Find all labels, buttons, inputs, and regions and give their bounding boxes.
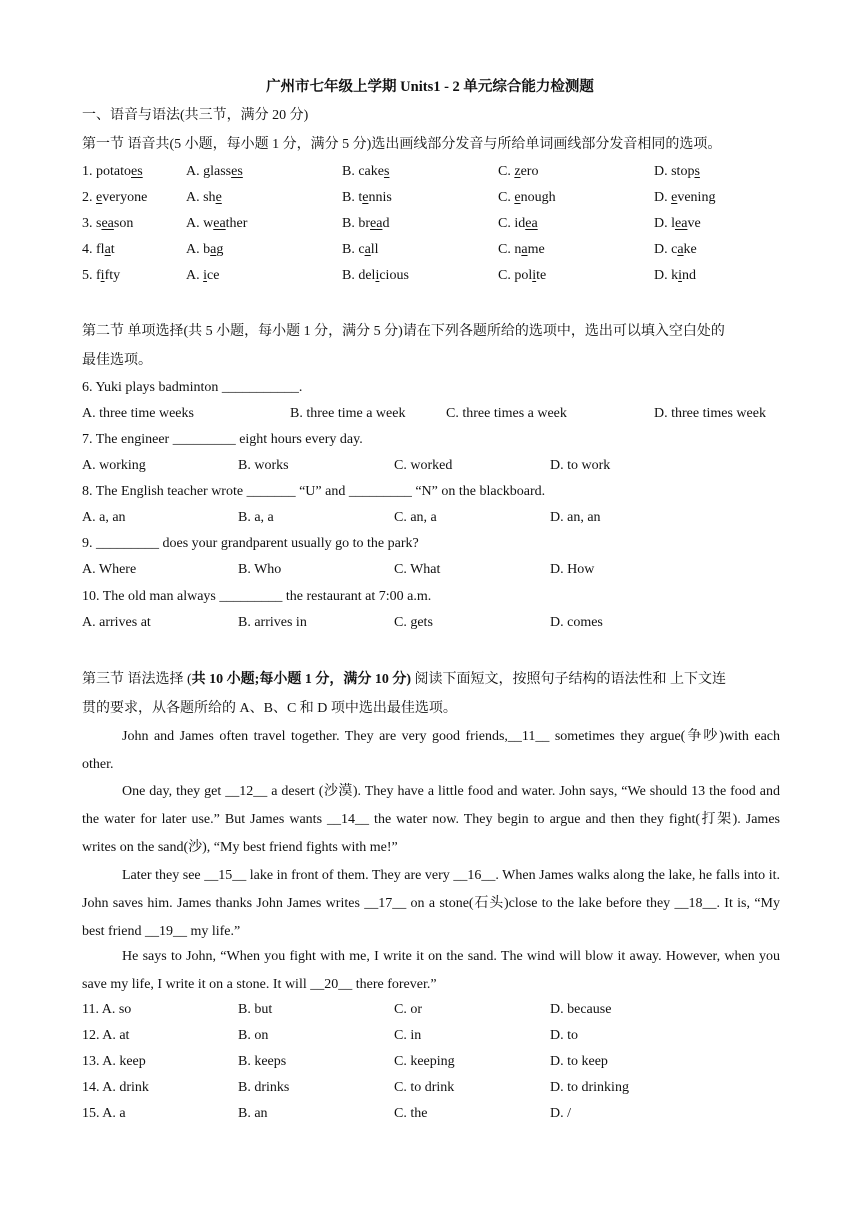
phonetics-row	[0, 190, 720, 210]
grammar-option-c: C. keeping	[394, 1054, 455, 1069]
grammar-option-b: B. keeps	[238, 1054, 287, 1069]
underlined-letters: es	[231, 164, 243, 179]
mc-option-d: D. to work	[550, 458, 611, 473]
underlined-letters: a	[364, 242, 371, 257]
phonetics-option-c	[498, 216, 538, 232]
grammar-question-option-a: 13. A. keep	[82, 1054, 146, 1069]
word-part: ero	[520, 164, 539, 179]
mc-option-c: C. worked	[394, 458, 453, 473]
word-part: 5. f	[82, 268, 101, 283]
phonetics-option-b	[342, 216, 389, 232]
underlined-letters: i	[532, 268, 537, 283]
word-part: C. n	[498, 242, 522, 257]
word-part: A.	[186, 268, 204, 283]
mc-option-b: B. a, a	[238, 510, 274, 525]
phonetics-option-c	[498, 164, 538, 180]
word-part: cious	[379, 268, 409, 283]
grammar-options-row	[0, 1028, 720, 1048]
mc-option-a: A. Where	[82, 562, 137, 577]
mc-options-row	[0, 562, 720, 582]
word-part: D. stop	[654, 164, 695, 179]
phonetics-option-b	[342, 164, 389, 180]
phonetics-option-a	[186, 190, 222, 206]
phonetics-question	[82, 268, 120, 284]
mc-option-c: C. gets	[394, 615, 433, 630]
phonetics-row	[0, 164, 720, 184]
grammar-option-c: C. to drink	[394, 1080, 455, 1095]
word-part: ke	[683, 242, 697, 257]
phonetics-row	[0, 242, 720, 262]
underlined-letters: a	[104, 242, 111, 257]
mc-option-a: A. arrives at	[82, 615, 151, 630]
grammar-option-b: B. on	[238, 1028, 269, 1043]
word-part: C. id	[498, 216, 526, 231]
phonetics-option-b	[342, 268, 409, 284]
word-part: B. t	[342, 190, 363, 205]
grammar-option-c: C. or	[394, 1002, 422, 1017]
word-part: 2.	[82, 190, 96, 205]
mc-option-d: D. an, an	[550, 510, 601, 525]
phonetics-option-d	[654, 268, 696, 284]
grammar-option-d: D. to	[550, 1028, 578, 1043]
underlined-letters: e	[514, 190, 521, 205]
word-part: ce	[207, 268, 220, 283]
underlined-letters: e	[671, 190, 678, 205]
grammar-option-b: B. an	[238, 1106, 268, 1121]
underlined-letters: a	[210, 242, 217, 257]
underlined-letters: s	[694, 164, 700, 179]
mc-option-b: B. three time a week	[290, 406, 406, 421]
mc-option-a: A. a, an	[82, 510, 126, 525]
grammar-question-option-a: 11. A. so	[82, 1002, 132, 1017]
word-part: d	[382, 216, 390, 231]
mc-options-row	[0, 615, 720, 635]
grammar-question-option-a: 12. A. at	[82, 1028, 130, 1043]
grammar-options-row	[0, 1106, 720, 1126]
phonetics-option-c	[498, 242, 545, 258]
underlined-letters: es	[131, 164, 143, 179]
underlined-letters: s	[383, 164, 390, 179]
word-part: D.	[654, 190, 672, 205]
mc-option-c: C. What	[394, 562, 441, 577]
grammar-option-c: C. in	[394, 1028, 422, 1043]
passage-paragraph-2: One day, they get __12__ a desert (沙漠). They have a little food and water. John says, “We should 13 the food and the water for later use.” But James wants __14__ the water now. They begin to argue and then they fight(打架). James writes on the sand(沙), “My best friend fights with me!”	[82, 784, 780, 855]
word-part: B. br	[342, 216, 370, 231]
grammar-question-option-a: 14. A. drink	[82, 1080, 149, 1095]
word-part: nd	[682, 268, 697, 283]
mc-question: 8. The English teacher wrote _______ “U” and _________ “N” on the blackboard.	[82, 484, 546, 499]
underlined-letters: e	[362, 190, 369, 205]
phonetics-row	[0, 216, 720, 236]
mc-option-d: D. How	[550, 562, 595, 577]
mc-option-c: C. three times a week	[446, 406, 567, 421]
grammar-option-d: D. to drinking	[550, 1080, 629, 1095]
phonetics-question	[82, 190, 147, 206]
word-part: ll	[370, 242, 379, 257]
phonetics-question	[82, 164, 143, 180]
mc-question: 9. _________ does your grandparent usually go to the park?	[82, 536, 419, 551]
passage-paragraph-4: He says to John, “When you fight with me, I write it on the sand. The wind will blow it away. However, when you save my life, I write it on a stone. It will __20__ there forever.”	[82, 949, 780, 992]
word-part: A. glass	[186, 164, 232, 179]
mc-option-a: A. working	[82, 458, 146, 473]
phonetics-option-a	[186, 216, 247, 232]
mc-options-row	[0, 406, 766, 426]
phonetics-option-d	[654, 164, 700, 180]
mc-option-a: A. three time weeks	[82, 406, 194, 421]
phonetics-option-d	[654, 216, 701, 232]
section3-heading-post: 阅读下面短文，按照句子结构的语法性和 上下文连	[411, 672, 726, 687]
underlined-letters: ea	[525, 216, 538, 231]
underlined-letters: a	[521, 242, 528, 257]
word-part: C.	[498, 164, 515, 179]
mc-options-row	[0, 458, 720, 478]
section3-heading-pre: 第三节 语法选择 (	[82, 672, 192, 687]
grammar-question-option-a: 15. A. a	[82, 1106, 126, 1121]
mc-question: 10. The old man always _________ the restaurant at 7:00 a.m.	[82, 589, 432, 604]
phonetics-option-a	[186, 164, 243, 180]
word-part: C. pol	[498, 268, 533, 283]
passage-paragraph-1: John and James often travel together. They are very good friends,__11__ sometimes they argue(争吵)with each other.	[82, 729, 780, 772]
section2-heading-line1: 第二节 单项选择(共 5 小题，每小题 1 分，满分 5 分)请在下列各题所给的选项中，选出可以填入空白处的	[82, 324, 725, 339]
phonetics-option-b	[342, 242, 379, 258]
phonetics-question	[82, 242, 115, 258]
underlined-letters: a	[677, 242, 684, 257]
mc-option-d: D. three times week	[654, 406, 766, 421]
underlined-letters: e	[215, 190, 222, 205]
section1-heading: 第一节 语音共(5 小题，每小题 1 分，满分 5 分)选出画线部分发音与所给单词画线部分发音相同的选项。	[82, 137, 722, 152]
mc-options-row	[0, 510, 720, 530]
word-part: vening	[677, 190, 716, 205]
underlined-letters: ea	[675, 216, 688, 231]
word-part: me	[527, 242, 545, 257]
grammar-option-b: B. but	[238, 1002, 273, 1017]
section3-heading-line1	[82, 668, 726, 688]
underlined-letters: i	[203, 268, 208, 283]
grammar-option-d: D. to keep	[550, 1054, 608, 1069]
word-part: ve	[687, 216, 701, 231]
phonetics-option-a	[186, 242, 223, 258]
word-part: te	[536, 268, 547, 283]
word-part: B. del	[342, 268, 376, 283]
word-part: veryone	[102, 190, 148, 205]
underlined-letters: e	[96, 190, 103, 205]
underlined-letters: i	[375, 268, 380, 283]
grammar-options-row	[0, 1080, 720, 1100]
mc-question: 7. The engineer _________ eight hours every day.	[82, 432, 363, 447]
phonetics-row	[0, 268, 720, 288]
word-part: 3. s	[82, 216, 102, 231]
grammar-option-d: D. because	[550, 1002, 612, 1017]
phonetics-option-c	[498, 190, 556, 206]
word-part: son	[113, 216, 134, 231]
grammar-options-row	[0, 1002, 720, 1022]
word-part: D. k	[654, 268, 679, 283]
word-part: g	[216, 242, 224, 257]
word-part: 4. fl	[82, 242, 105, 257]
word-part: D. c	[654, 242, 678, 257]
word-part: B. c	[342, 242, 365, 257]
grammar-options-row	[0, 1054, 720, 1074]
underlined-letters: i	[100, 268, 105, 283]
section2-heading-line2: 最佳选项。	[82, 353, 152, 368]
word-part: 1. potato	[82, 164, 131, 179]
grammar-option-b: B. drinks	[238, 1080, 290, 1095]
grammar-option-c: C. the	[394, 1106, 428, 1121]
passage-paragraph-3: Later they see __15__ lake in front of them. They are very __16__. When James walks along the lake, he falls into it. John saves him. James thanks John James writes __17__ on a stone(石头)close to the lake before they __18__. It is, “My best friend __19__ my life.”	[82, 868, 780, 939]
word-part: A. w	[186, 216, 214, 231]
word-part: fty	[104, 268, 121, 283]
mc-option-b: B. Who	[238, 562, 282, 577]
underlined-letters: ea	[101, 216, 114, 231]
word-part: nnis	[368, 190, 392, 205]
phonetics-option-d	[654, 242, 697, 258]
section3-heading-bold: 共 10 小题;每小题 1 分，满分 10 分)	[191, 672, 411, 687]
word-part: C.	[498, 190, 515, 205]
mc-option-b: B. works	[238, 458, 289, 473]
part1-heading: 一、语音与语法(共三节，满分 20 分)	[82, 108, 309, 123]
phonetics-question	[82, 216, 133, 232]
grammar-option-d: D. /	[550, 1106, 571, 1121]
phonetics-option-a	[186, 268, 219, 284]
section3-heading-line2: 贯的要求，从各题所给的 A、B、C 和 D 项中选出最佳选项。	[82, 701, 457, 716]
mc-question: 6. Yuki plays badminton ___________.	[82, 380, 303, 395]
phonetics-option-b	[342, 190, 392, 206]
word-part: t	[110, 242, 115, 257]
word-part: B. cake	[342, 164, 384, 179]
underlined-letters: i	[678, 268, 683, 283]
mc-option-b: B. arrives in	[238, 615, 307, 630]
word-part: ther	[225, 216, 248, 231]
mc-option-d: D. comes	[550, 615, 603, 630]
word-part: nough	[520, 190, 556, 205]
phonetics-option-d	[654, 190, 715, 206]
phonetics-option-c	[498, 268, 546, 284]
word-part: A. sh	[186, 190, 216, 205]
underlined-letters: ea	[370, 216, 383, 231]
word-part: D. l	[654, 216, 675, 231]
word-part: A. b	[186, 242, 211, 257]
underlined-letters: ea	[213, 216, 226, 231]
mc-option-c: C. an, a	[394, 510, 437, 525]
underlined-letters: z	[514, 164, 521, 179]
page-title: 广州市七年级上学期 Units1 - 2 单元综合能力检测题	[266, 79, 594, 95]
